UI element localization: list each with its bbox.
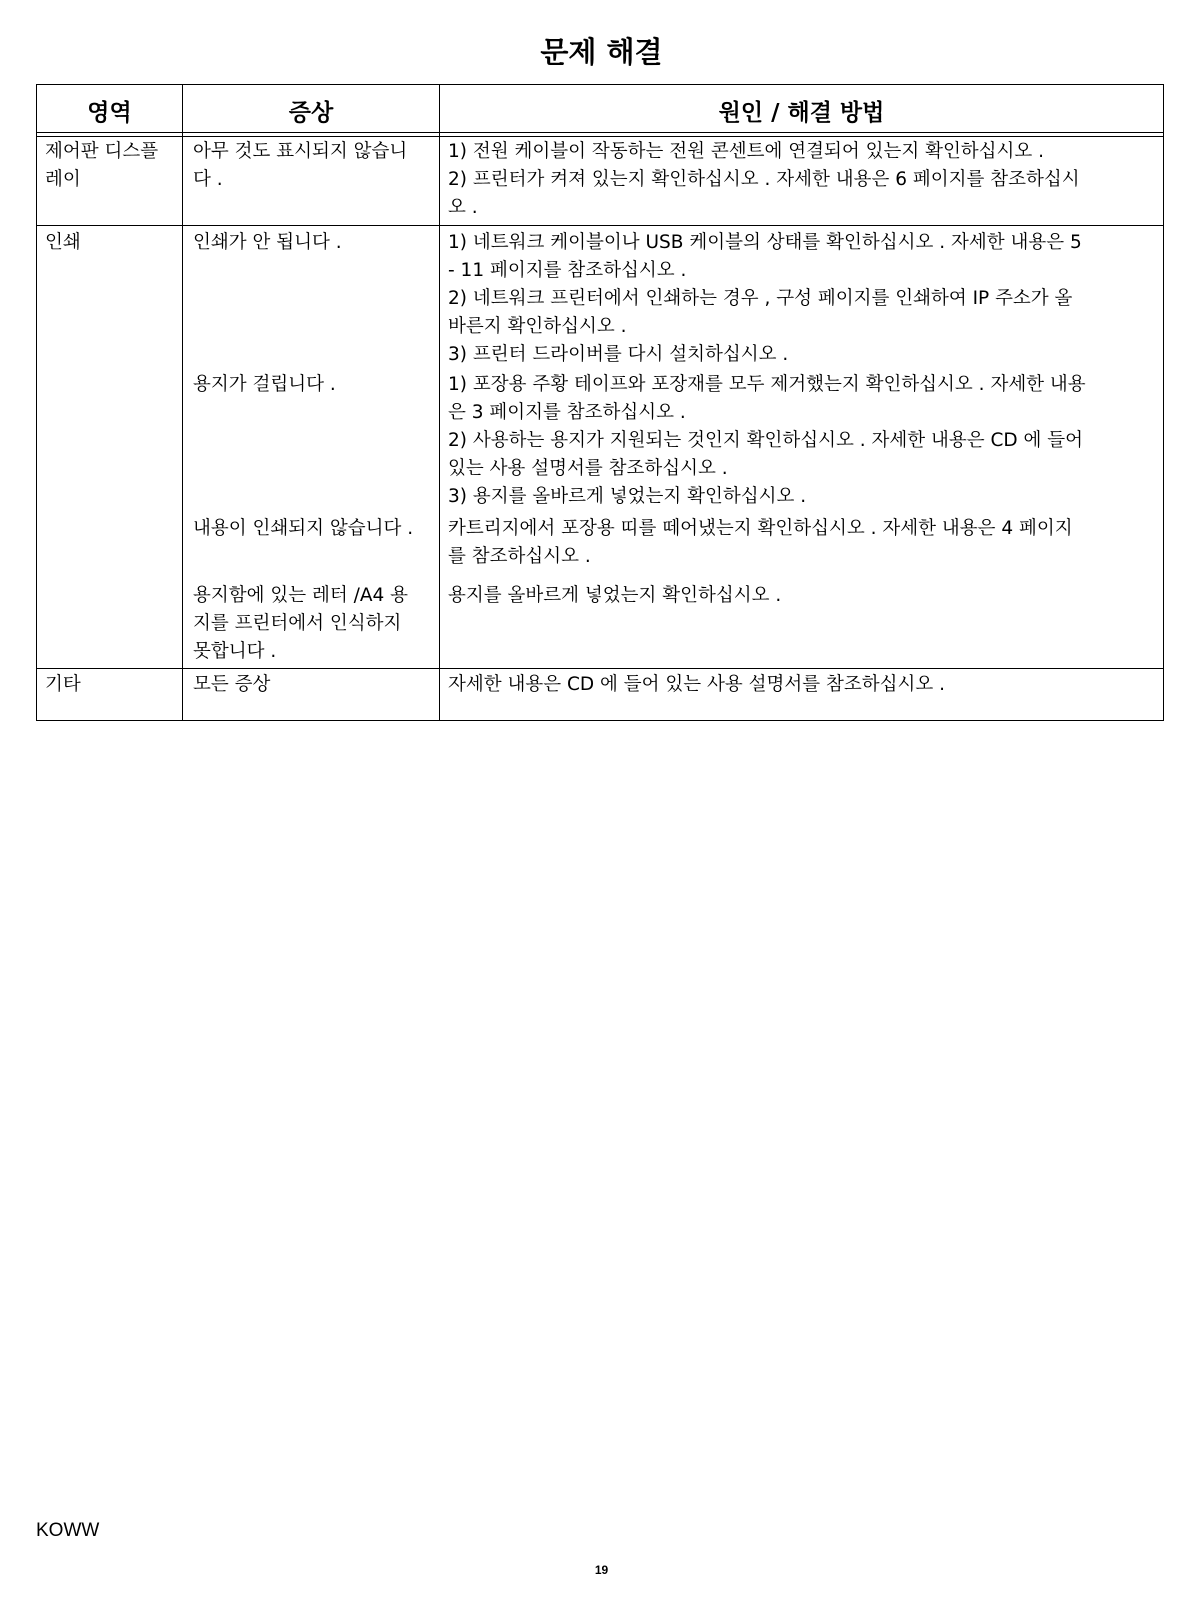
row-divider: [37, 225, 1163, 226]
header-area: 영역: [87, 99, 132, 126]
table-cell-solution: 용지를 올바르게 넣었는지 확인하십시오 .: [448, 585, 782, 606]
header-solution: 원인 / 해결 방법: [718, 99, 885, 126]
table-cell-solution: 자세한 내용은 CD 에 들어 있는 사용 설명서를 참조하십시오 .: [448, 674, 946, 695]
troubleshooting-table: [36, 84, 1164, 721]
table-cell-area: 기타: [45, 674, 81, 695]
table-cell-symptom: 인쇄가 안 됩니다 .: [193, 232, 342, 253]
table-cell-symptom: 모든 증상: [193, 674, 271, 695]
row-divider: [37, 668, 1163, 669]
page-title: 문제 해결: [540, 35, 663, 69]
table-cell-solution: 1) 포장용 주황 테이프와 포장재를 모두 제거했는지 확인하십시오 . 자세한 내용 은 3 페이지를 참조하십시오 . 2) 사용하는 용지가 지원되는 것인지 확인하십시오 . 자세한 내용은 CD 에 들어 있는 사용 설명서를 참조하십시오 . 3) 용지를 올바르게 넣었는지 확인하십시오 .: [448, 374, 1086, 507]
table-cell-solution: 1) 전원 케이블이 작동하는 전원 콘센트에 연결되어 있는지 확인하십시오 . 2) 프린터가 켜져 있는지 확인하십시오 . 자세한 내용은 6 페이지를 참조하십시 오 .: [448, 141, 1080, 218]
header-symptom: 증상: [288, 99, 334, 126]
table-cell-symptom: 내용이 인쇄되지 않습니다 .: [193, 518, 414, 539]
header-rule: [37, 136, 1163, 137]
header-rule: [37, 132, 1163, 133]
table-cell-area: 제어판 디스플 레이: [45, 141, 159, 190]
table-cell-solution: 1) 네트워크 케이블이나 USB 케이블의 상태를 확인하십시오 . 자세한 내용은 5 - 11 페이지를 참조하십시오 . 2) 네트워크 프린터에서 인쇄하는 경우 , 구성 페이지를 인쇄하여 IP 주소가 올 바른지 확인하십시오 . 3) 프린터 드라이버를 다시 설치하십시오 .: [448, 232, 1082, 365]
column-divider: [182, 85, 183, 720]
page-number: 19: [594, 1563, 609, 1577]
table-cell-area: 인쇄: [45, 232, 81, 253]
table-cell-symptom: 아무 것도 표시되지 않습니 다 .: [193, 141, 408, 190]
table-cell-solution: 카트리지에서 포장용 띠를 떼어냈는지 확인하십시오 . 자세한 내용은 4 페이지 를 참조하십시오 .: [448, 518, 1073, 567]
table-cell-symptom: 용지가 걸립니다 .: [193, 374, 336, 395]
table-cell-symptom: 용지함에 있는 레터 /A4 용 지를 프린터에서 인식하지 못합니다 .: [193, 585, 409, 662]
column-divider: [439, 85, 440, 720]
footer-doc-code: KOWW: [36, 1520, 100, 1541]
